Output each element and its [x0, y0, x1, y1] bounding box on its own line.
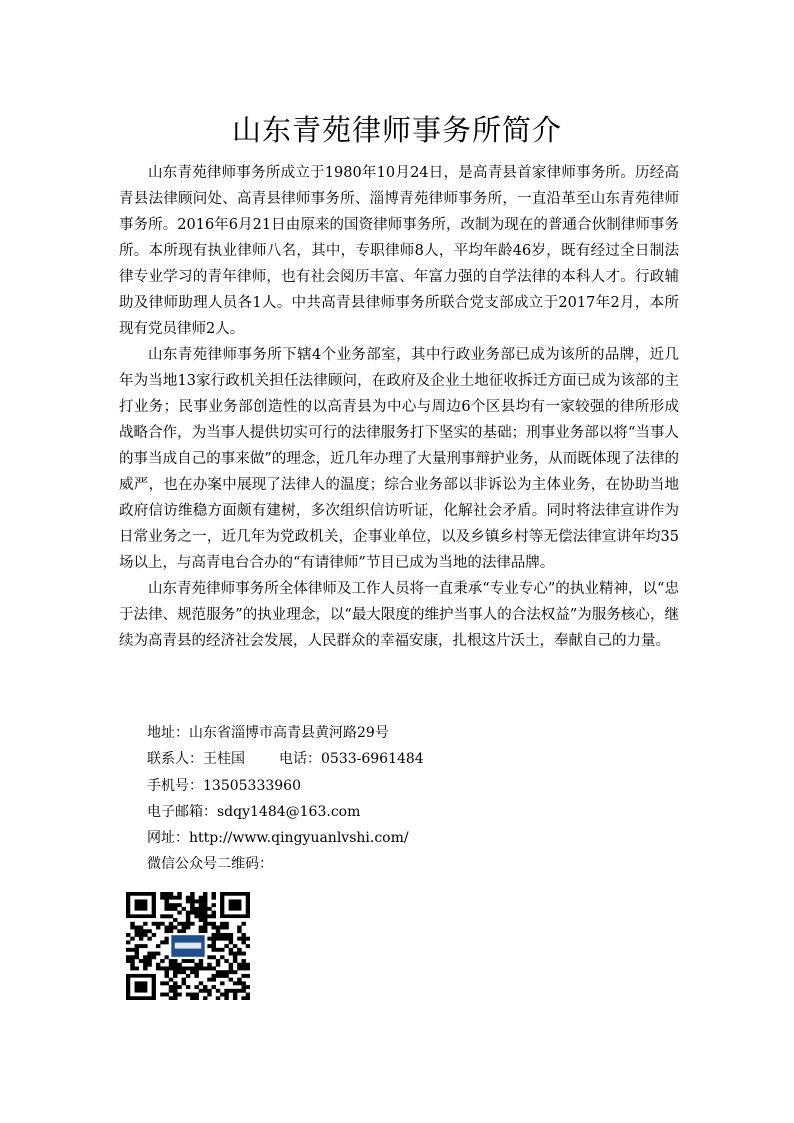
contact-person: 联系人：王桂国	[147, 751, 245, 768]
address-line: 地址：山东省淄博市高青县黄河路29号	[147, 725, 389, 741]
intro-body	[119, 160, 679, 654]
email-line: 电子邮箱：sdqy1484@163.com	[147, 803, 361, 820]
mobile-line: 手机号：13505333960	[147, 777, 301, 794]
contact-info	[147, 720, 667, 878]
wechat-label: 微信公众号二维码：	[147, 856, 273, 873]
contact-line	[147, 746, 667, 772]
phone-number: 电话：0533-6961484	[279, 751, 424, 768]
website-line: 网址：http://www.qingyuanlvshi.com/	[147, 830, 409, 847]
paragraph-history: 山东青苑律师事务所成立于1980年10月24日，是高青县首家律师事务所。历经高青县法律顾问处、高青县律师事务所、淄博青苑律师事务所，一直沿革至山东青苑律师事务所。2016年6月21日由原来的国资律师事务所，改制为现在的普通合伙制律师事务所。本所现有执业律师八名，其中，专职律师8人，平均年龄46岁，既有经过全日制法律专业学习的青年律师，也有社会阅历丰富、年富力强的自学法律的本科人才。行政辅助及律师助理人员各1人。中共高青县律师事务所联合党支部成立于2017年2月，本所现有党员律师2人。	[119, 165, 679, 337]
qr-code-icon	[126, 892, 250, 1000]
page-title: 山东青苑律师事务所简介	[231, 113, 562, 147]
paragraph-mission: 山东青苑律师事务所全体律师及工作人员将一直秉承“专业专心”的执业精神，以“忠于法律、规范服务”的执业理念，以“最大限度的维护当事人的合法权益”为服务核心，继续为高青县的经济社会发展，人民群众的幸福安康，扎根这片沃土，奉献自己的力量。	[119, 581, 679, 649]
paragraph-departments: 山东青苑律师事务所下辖4个业务部室，其中行政业务部已成为该所的品牌，近几年为当地13家行政机关担任法律顾问，在政府及企业土地征收拆迁方面已成为该部的主打业务；民事业务部创造性的以高青县为中心与周边6个区县均有一家较强的律所形成战略合作，为当事人提供切实可行的法律服务打下坚实的基础；刑事业务部以将“当事人的事当成自己的事来做”的理念，近几年办理了大量刑事辩护业务，从而既体现了法律的威严，也在办案中展现了法律人的温度；综合业务部以非诉讼为主体业务，在协助当地政府信访维稳方面颇有建树，多次组织信访听证，化解社会矛盾。同时将法律宣讲作为日常业务之一，近几年为党政机关，企事业单位，以及乡镇乡村等无偿法律宣讲年均35场以上，与高青电台合办的“有请律师”节目已成为当地的法律品牌。	[119, 347, 679, 571]
